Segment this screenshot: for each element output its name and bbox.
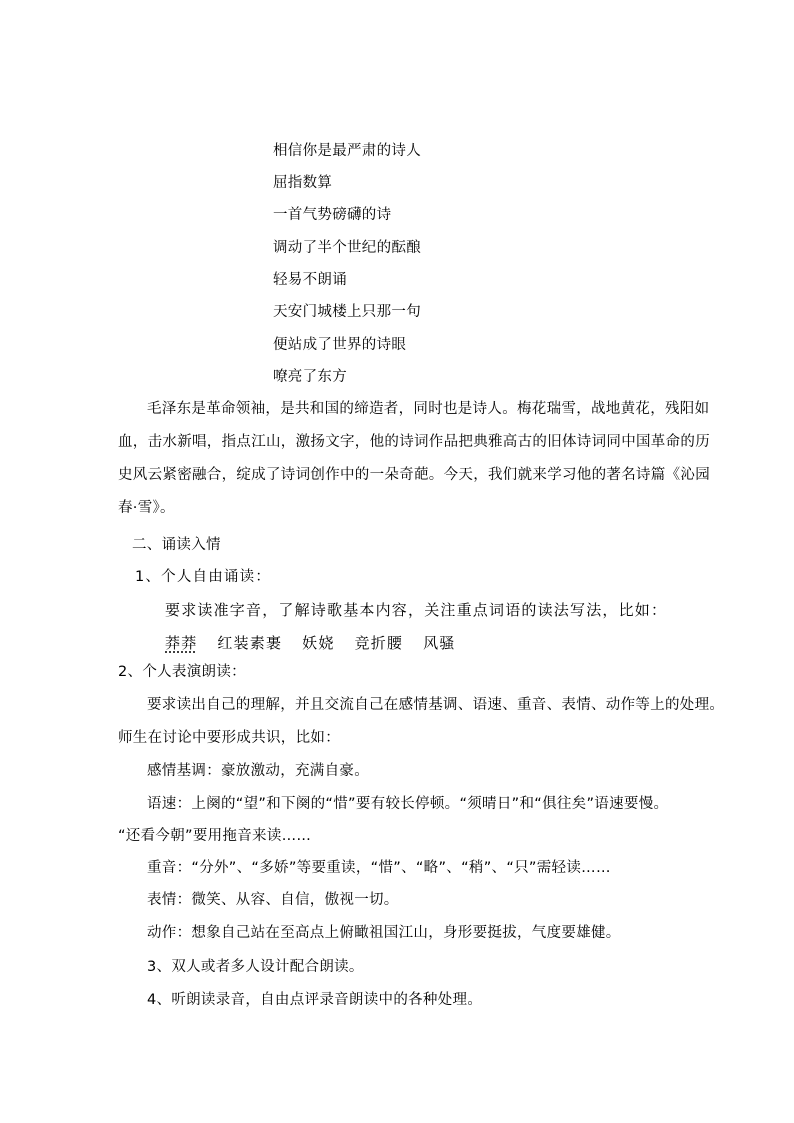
poem-line: 屈指数算 (273, 175, 333, 191)
item-1-description: 要求读准字音，了解诗歌基本内容，关注重点词语的读法写法，比如： (165, 601, 668, 619)
key-word: 莽莽 (165, 634, 198, 652)
section-heading: 二、诵读入情 (132, 537, 221, 553)
item-4: 4、听朗读录音，自由点评录音朗读中的各种处理。 (147, 992, 483, 1008)
poem-line: 轻易不朗诵 (273, 272, 347, 288)
key-word: 竞折腰 (354, 634, 404, 652)
emotion-line: 感情基调：豪放激动，充满自豪。 (147, 763, 369, 779)
poem-line: 天安门城楼上只那一句 (273, 304, 421, 320)
key-word: 风骚 (423, 634, 456, 652)
poem-line: 调动了半个世纪的酝酿 (273, 240, 421, 256)
action-line: 动作：想象自己站在至高点上俯瞰祖国江山，身形要挺拔，气度要雄健。 (147, 925, 621, 941)
key-words-list (165, 633, 470, 653)
item-2-description-line: 师生在讨论中要形成共识，比如： (118, 730, 340, 746)
poem-line: 一首气势磅礴的诗 (273, 207, 392, 223)
item-2-title: 2、个人表演朗读： (118, 664, 246, 680)
key-word: 妖娆 (302, 634, 335, 652)
speed-line: “还看今朝”要用拖音来读…… (118, 828, 312, 844)
expression-line: 表情：微笑、从容、自信，傲视一切。 (147, 892, 399, 908)
item-2-description-line: 要求读出自己的理解，并且交流自己在感情基调、语速、重音、表情、动作等上的处理。 (147, 697, 725, 713)
stress-line: 重音：“分外”、“多娇”等要重读，“惜”、“略”、“稍”、“只”需轻读…… (147, 860, 611, 876)
item-3: 3、双人或者多人设计配合朗读。 (147, 959, 364, 975)
item-1-title: 1、个人自由诵读： (135, 569, 272, 585)
intro-line: 血，击水新唱，指点江山，激扬文字，他的诗词作品把典雅高古的旧体诗词同中国革命的历 (118, 434, 710, 450)
intro-line: 毛泽东是革命领袖，是共和国的缔造者，同时也是诗人。梅花瑞雪，战地黄花，残阳如 (147, 401, 710, 417)
poem-line: 便站成了世界的诗眼 (273, 337, 407, 353)
poem-line: 相信你是最严肃的诗人 (273, 143, 421, 159)
key-word: 红装素裹 (217, 634, 283, 652)
intro-line: 春·雪》。 (118, 500, 175, 516)
intro-line: 史风云紧密融合，绽成了诗词创作中的一朵奇葩。今天，我们就来学习他的著名诗篇《沁园 (118, 467, 710, 483)
poem-line: 嘹亮了东方 (273, 369, 347, 385)
speed-line: 语速：上阕的“望”和下阕的“惜”要有较长停顿。“须晴日”和“俱往矣”语速要慢。 (147, 796, 669, 812)
